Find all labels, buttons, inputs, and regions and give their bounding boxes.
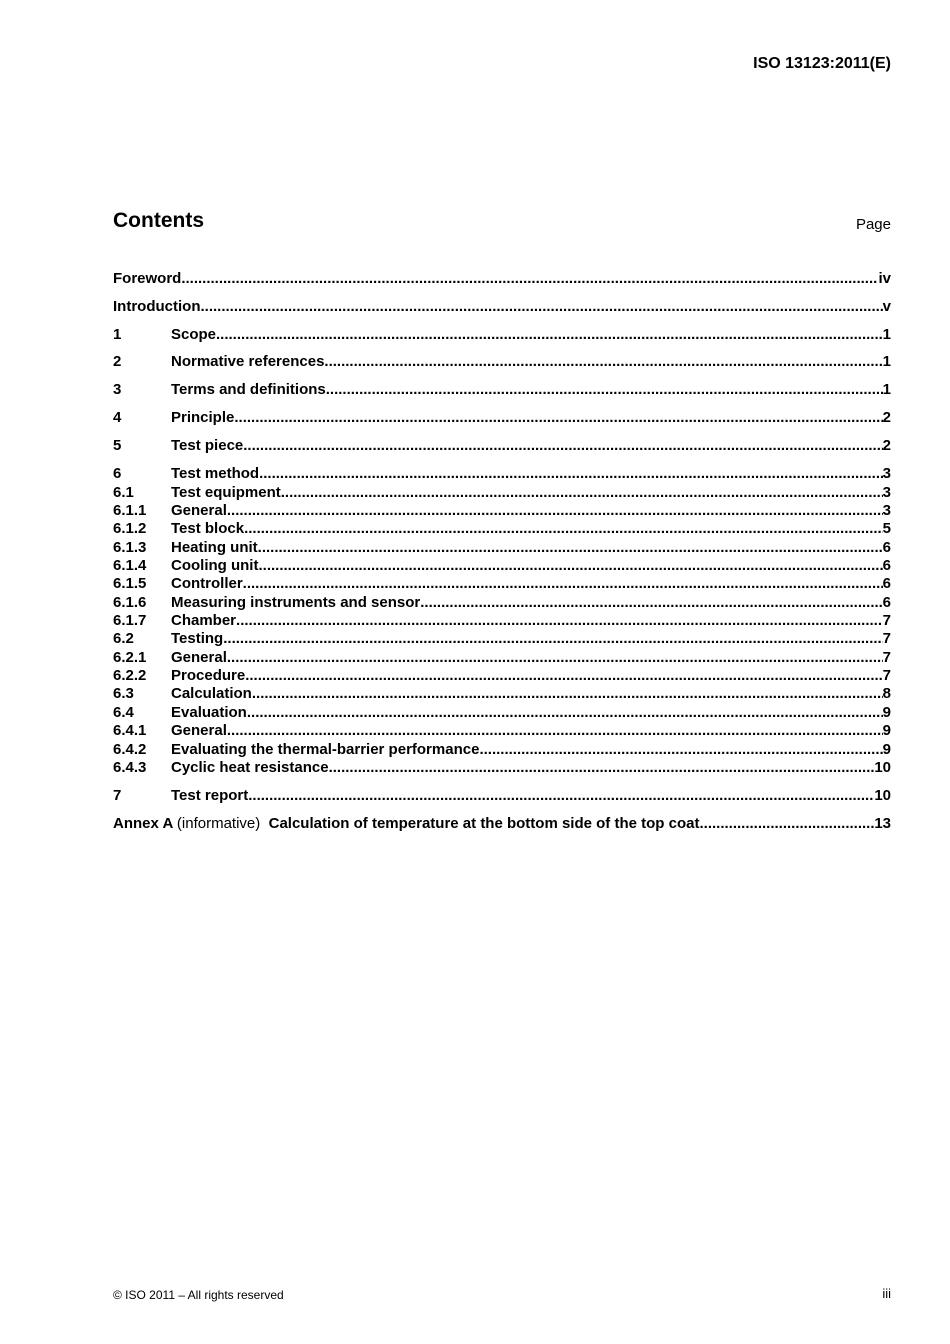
toc-entry-6-2-1[interactable] [113, 649, 891, 668]
toc-entry-title: Test equipment [171, 484, 281, 501]
document-id: ISO 13123:2011(E) [753, 55, 891, 72]
toc-entry-6-1[interactable] [113, 484, 891, 503]
toc-entry-6-2[interactable] [113, 630, 891, 649]
toc-entry-number: 6.4 [113, 704, 134, 721]
toc-entry-number: 6.4.2 [113, 741, 147, 758]
toc-entry-page: 2 [882, 437, 891, 454]
toc-entry-page: 3 [882, 484, 891, 501]
toc-entry-number: 6.1.3 [113, 539, 147, 556]
toc-entry-title: General [171, 722, 227, 739]
toc-entry-6-1-3[interactable] [113, 539, 891, 558]
toc-entry-title: Procedure [171, 667, 246, 684]
toc-leader [243, 575, 883, 592]
toc-leader [247, 704, 883, 721]
toc-entry-number: 6.1.2 [113, 520, 147, 537]
toc-entry-number: 6.1.4 [113, 557, 147, 574]
toc-entry-title: Test block [171, 520, 245, 537]
toc-entry-number: 6.1.7 [113, 612, 147, 629]
toc-entry-7[interactable] [113, 787, 891, 806]
toc-entry-page: 3 [882, 465, 891, 482]
toc-entry-number: 2 [113, 353, 122, 370]
toc-entry-4[interactable] [113, 409, 891, 428]
footer-page-number: iii [882, 1286, 891, 1301]
toc-entry-title: Foreword [113, 270, 182, 287]
toc-leader [236, 612, 883, 629]
toc-entry-introduction[interactable] [113, 298, 891, 317]
toc-entry-number: 5 [113, 437, 122, 454]
toc-leader [227, 502, 883, 519]
toc-entry-2[interactable] [113, 353, 891, 372]
toc-entry-6-4-1[interactable] [113, 722, 891, 741]
toc-leader [699, 815, 874, 832]
toc-entry-5[interactable] [113, 437, 891, 456]
contents-title: Contents [113, 209, 204, 232]
toc-entry-title: Measuring instruments and sensor [171, 594, 421, 611]
toc-entry-title: Normative references [171, 353, 325, 370]
toc-entry-title: Test report [171, 787, 249, 804]
toc-entry-annex-a[interactable] [113, 815, 891, 834]
toc-entry-number: 6.1 [113, 484, 134, 501]
footer-copyright: © ISO 2011 – All rights reserved [113, 1288, 284, 1302]
toc-entry-title: Scope [171, 326, 217, 343]
toc-entry-title: Heating unit [171, 539, 258, 556]
toc-leader [281, 484, 883, 501]
toc-entry-title: Testing [171, 630, 224, 647]
toc-entry-page: v [882, 298, 891, 315]
toc-entry-6-4-3[interactable] [113, 759, 891, 778]
toc-entry-page: 8 [882, 685, 891, 702]
toc-leader [420, 594, 882, 611]
toc-leader [243, 437, 882, 454]
toc-leader [227, 649, 883, 666]
toc-entry-title: Test method [171, 465, 260, 482]
toc-leader [258, 539, 883, 556]
toc-leader [227, 722, 883, 739]
toc-entry-number: 6.3 [113, 685, 134, 702]
annex-title: Calculation of temperature at the bottom side of the top coat [268, 815, 700, 832]
toc-entry-6-4[interactable] [113, 704, 891, 723]
toc-entry-page: 10 [874, 759, 891, 776]
toc-entry-number: 6.2.2 [113, 667, 147, 684]
toc-entry-foreword[interactable] [113, 270, 891, 289]
toc-entry-title: General [171, 649, 227, 666]
toc-entry-page: 1 [882, 353, 891, 370]
toc-entry-6-1-5[interactable] [113, 575, 891, 594]
toc-entry-number: 6 [113, 465, 122, 482]
toc-entry-number: 1 [113, 326, 122, 343]
toc-entry-page: 7 [882, 630, 891, 647]
toc-entry-page: 7 [882, 649, 891, 666]
toc-leader [479, 741, 882, 758]
toc-leader [181, 270, 878, 287]
toc-entry-6-2-2[interactable] [113, 667, 891, 686]
toc-leader [200, 298, 882, 315]
toc-entry-title: Controller [171, 575, 243, 592]
toc-entry-1[interactable] [113, 326, 891, 345]
toc-entry-6-1-6[interactable] [113, 594, 891, 613]
toc-entry-title: Chamber [171, 612, 237, 629]
toc-entry-page: 3 [882, 502, 891, 519]
toc-entry-number: 7 [113, 787, 122, 804]
toc-leader [245, 667, 882, 684]
toc-entry-title: Terms and definitions [171, 381, 326, 398]
toc-entry-6[interactable] [113, 465, 891, 484]
toc-entry-number: 6.4.3 [113, 759, 147, 776]
toc-leader [258, 557, 882, 574]
toc-leader [252, 685, 883, 702]
annex-type: (informative) [176, 815, 261, 832]
toc-entry-page: 9 [882, 722, 891, 739]
toc-leader [324, 353, 882, 370]
toc-entry-6-1-1[interactable] [113, 502, 891, 521]
toc-entry-number: 6.1.5 [113, 575, 147, 592]
toc-entry-title: Evaluation [171, 704, 247, 721]
toc-entry-page: 1 [882, 381, 891, 398]
toc-entry-6-4-2[interactable] [113, 741, 891, 760]
toc-entry-6-1-4[interactable] [113, 557, 891, 576]
toc-entry-number: 6.2.1 [113, 649, 147, 666]
annex-heading [113, 815, 699, 832]
toc-entry-title: Calculation [171, 685, 252, 702]
toc-entry-number: 6.1.1 [113, 502, 147, 519]
toc-leader [248, 787, 874, 804]
toc-leader [223, 630, 882, 647]
toc-entry-page: 5 [882, 520, 891, 537]
toc-entry-number: 6.2 [113, 630, 134, 647]
toc-entry-page: 6 [882, 539, 891, 556]
toc-entry-title: Evaluating the thermal-barrier performance [171, 741, 480, 758]
toc-leader [329, 759, 875, 776]
toc-entry-title: General [171, 502, 227, 519]
toc-entry-page: 6 [882, 557, 891, 574]
toc-leader [244, 520, 883, 537]
page-column-label: Page [855, 216, 891, 233]
toc-entry-number: 6.1.6 [113, 594, 147, 611]
toc-entry-page: 6 [882, 594, 891, 611]
toc-entry-title: Cooling unit [171, 557, 259, 574]
toc-entry-page: 7 [882, 667, 891, 684]
toc-leader [326, 381, 883, 398]
toc-entry-page: iv [878, 270, 891, 287]
toc-entry-page: 9 [882, 741, 891, 758]
toc-entry-page: 1 [882, 326, 891, 343]
toc-entry-page: 6 [882, 575, 891, 592]
toc-entry-title: Principle [171, 409, 235, 426]
toc-entry-6-3[interactable] [113, 685, 891, 704]
toc-entry-title: Cyclic heat resistance [171, 759, 329, 776]
toc-entry-3[interactable] [113, 381, 891, 400]
toc-entry-number: 4 [113, 409, 122, 426]
toc-leader [259, 465, 883, 482]
toc-leader [216, 326, 883, 343]
toc-entry-page: 9 [882, 704, 891, 721]
toc-entry-title: Introduction [113, 298, 201, 315]
toc-entry-6-1-2[interactable] [113, 520, 891, 539]
toc-entry-number: 3 [113, 381, 122, 398]
annex-label: Annex A [113, 815, 173, 832]
toc-entry-page: 2 [882, 409, 891, 426]
toc-entry-page: 10 [874, 787, 891, 804]
toc-entry-number: 6.4.1 [113, 722, 147, 739]
toc-entry-page: 13 [874, 815, 891, 832]
toc-entry-6-1-7[interactable] [113, 612, 891, 631]
toc-entry-page: 7 [882, 612, 891, 629]
toc-leader [234, 409, 882, 426]
toc-entry-title: Test piece [171, 437, 244, 454]
